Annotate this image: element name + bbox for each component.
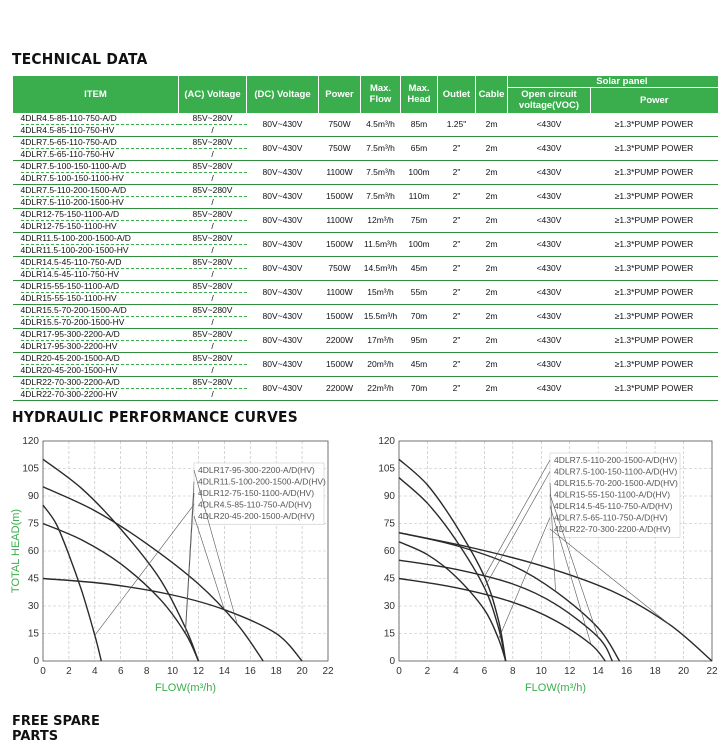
x-tick-label: 18 [270, 666, 282, 677]
performance-curve-3 [43, 505, 101, 661]
cell-power: 2200W [319, 328, 361, 352]
x-tick-label: 6 [117, 666, 124, 677]
cell-panel: ≥1.3*PUMP POWER [591, 376, 718, 400]
cell-head: 75m [401, 208, 438, 232]
table-row [13, 136, 718, 160]
cell-power: 1500W [319, 352, 361, 376]
cell-ac-voltage [179, 136, 247, 160]
header-cable: Cable [476, 76, 508, 113]
item-hv: 4DLR22-70-300-2200-HV [20, 388, 118, 399]
technical-data-body [13, 113, 718, 401]
x-tick-label: 4 [453, 666, 459, 677]
x-tick-label: 22 [322, 666, 334, 677]
x-tick-label: 10 [535, 666, 547, 677]
cell-panel: ≥1.3*PUMP POWER [591, 328, 718, 352]
item-hv: 4DLR17-95-300-2200-HV [20, 340, 118, 351]
legend-entry: 4DLR11.5-100-200-1500-A/D(HV) [198, 476, 326, 487]
item-ad: 4DLR7.5-65-110-750-A/D [21, 137, 179, 149]
ac-voltage-hv: / [211, 220, 214, 231]
technical-data-table [12, 76, 718, 401]
ac-voltage-hv: / [211, 340, 214, 351]
cell-outlet: 2" [438, 256, 476, 280]
cell-item [13, 256, 179, 280]
cell-ac-voltage [179, 113, 247, 137]
cell-head: 45m [401, 256, 438, 280]
header-ac-voltage: (AC) Voltage [179, 76, 247, 113]
cell-power: 1100W [319, 208, 361, 232]
cell-flow: 22m³/h [361, 376, 401, 400]
cell-dc: 80V~430V [247, 304, 319, 328]
cell-cable: 2m [476, 328, 508, 352]
x-tick-label: 14 [218, 666, 230, 677]
item-ad: 4DLR11.5-100-200-1500-A/D [21, 233, 179, 245]
x-tick-label: 22 [706, 666, 718, 677]
cell-voc: <430V [508, 184, 591, 208]
ac-voltage-value: 85V~280V [179, 137, 247, 149]
cell-panel: ≥1.3*PUMP POWER [591, 208, 718, 232]
spare-parts-title-cut: FREE SPARE PARTS [12, 714, 100, 744]
ac-voltage-hv: / [211, 148, 214, 159]
x-tick-label: 12 [564, 666, 576, 677]
item-ad: 4DLR7.5-110-200-1500-A/D [21, 185, 179, 197]
table-row [13, 208, 718, 232]
header-power: Power [319, 76, 361, 113]
cell-outlet: 2" [438, 232, 476, 256]
cell-voc: <430V [508, 352, 591, 376]
cell-cable: 2m [476, 232, 508, 256]
cell-voc: <430V [508, 328, 591, 352]
cell-outlet: 2" [438, 184, 476, 208]
ac-voltage-hv: / [211, 196, 214, 207]
x-tick-label: 16 [621, 666, 633, 677]
item-hv: 4DLR15-55-150-1100-HV [20, 292, 117, 303]
cell-flow: 12m³/h [361, 208, 401, 232]
cell-power: 750W [319, 256, 361, 280]
y-tick-label: 45 [383, 573, 395, 585]
cell-head: 100m [401, 232, 438, 256]
cell-dc: 80V~430V [247, 328, 319, 352]
y-tick-label: 90 [383, 491, 395, 502]
item-ad: 4DLR17-95-300-2200-A/D [21, 329, 179, 341]
item-hv: 4DLR7.5-65-110-750-HV [20, 148, 115, 159]
legend-entry: 4DLR7.5-65-110-750-A/D(HV) [554, 512, 668, 523]
cell-outlet: 2" [438, 280, 476, 304]
table-row [13, 328, 718, 352]
cell-power: 1500W [319, 304, 361, 328]
ac-voltage-value: 85V~280V [179, 257, 247, 269]
y-tick-label: 90 [27, 491, 39, 502]
cell-dc: 80V~430V [247, 376, 319, 400]
cell-head: 70m [401, 304, 438, 328]
cell-panel: ≥1.3*PUMP POWER [591, 136, 718, 160]
ac-voltage-hv: / [211, 268, 214, 279]
cell-item [13, 136, 179, 160]
cell-voc: <430V [508, 232, 591, 256]
cell-item [13, 328, 179, 352]
cell-head: 85m [401, 113, 438, 137]
y-tick-label: 15 [27, 628, 39, 640]
cell-head: 100m [401, 160, 438, 184]
hydraulic-curves-title: HYDRAULIC PERFORMANCE CURVES [12, 408, 298, 426]
cell-flow: 17m³/h [361, 328, 401, 352]
cell-outlet: 2" [438, 304, 476, 328]
legend-leader-line [550, 529, 669, 624]
y-tick-label: 0 [389, 656, 395, 667]
cell-voc: <430V [508, 113, 591, 137]
x-tick-label: 16 [244, 666, 256, 677]
legend-entry: 4DLR15.5-70-200-1500-A/D(HV) [554, 478, 678, 488]
ac-voltage-value: 85V~280V [179, 377, 247, 389]
technical-data-table-wrap [12, 76, 717, 401]
table-row [13, 280, 718, 304]
cell-panel: ≥1.3*PUMP POWER [591, 304, 718, 328]
item-hv: 4DLR7.5-100-150-1100-HV [20, 172, 124, 183]
x-tick-label: 8 [510, 666, 516, 677]
cell-voc: <430V [508, 136, 591, 160]
x-tick-label: 4 [92, 666, 98, 677]
cell-flow: 15.5m³/h [361, 304, 401, 328]
cell-cable: 2m [476, 136, 508, 160]
cell-outlet: 2" [438, 136, 476, 160]
legend-entry: 4DLR4.5-85-110-750-A/D(HV) [198, 499, 312, 510]
ac-voltage-hv: / [211, 364, 214, 375]
cell-dc: 80V~430V [247, 280, 319, 304]
cell-panel: ≥1.3*PUMP POWER [591, 113, 718, 137]
ac-voltage-hv: / [211, 388, 214, 399]
y-tick-label: 75 [27, 518, 39, 530]
cell-item [13, 208, 179, 232]
cell-flow: 7.5m³/h [361, 184, 401, 208]
hydraulic-chart-left [0, 428, 362, 696]
cell-flow: 7.5m³/h [361, 136, 401, 160]
cell-outlet: 2" [438, 352, 476, 376]
cell-cable: 2m [476, 208, 508, 232]
legend-entry: 4DLR12-75-150-1100-A/D(HV) [198, 488, 315, 498]
cell-ac-voltage [179, 304, 247, 328]
x-tick-label: 20 [677, 666, 690, 677]
header-open-circuit: Open circuit voltage(VOC) [508, 88, 591, 113]
cell-outlet: 2" [438, 376, 476, 400]
item-hv: 4DLR4.5-85-110-750-HV [20, 124, 115, 135]
x-axis-title: FLOW(m³/h) [524, 682, 587, 694]
cell-cable: 2m [476, 376, 508, 400]
table-row [13, 160, 718, 184]
cell-panel: ≥1.3*PUMP POWER [591, 160, 718, 184]
ac-voltage-value: 85V~280V [179, 329, 247, 341]
cell-ac-voltage [179, 280, 247, 304]
cell-ac-voltage [179, 184, 247, 208]
x-axis-title: FLOW(m³/h) [154, 682, 217, 694]
header-item: ITEM [13, 76, 179, 113]
cell-item [13, 376, 179, 400]
ac-voltage-value: 85V~280V [179, 185, 247, 197]
item-ad: 4DLR12-75-150-1100-A/D [21, 209, 179, 221]
cell-outlet: 2" [438, 208, 476, 232]
x-tick-label: 8 [143, 666, 150, 677]
cell-dc: 80V~430V [247, 113, 319, 137]
cell-power: 750W [319, 113, 361, 137]
cell-head: 55m [401, 280, 438, 304]
y-tick-label: 30 [383, 601, 395, 612]
item-hv: 4DLR12-75-150-1100-HV [20, 220, 117, 231]
cell-ac-voltage [179, 328, 247, 352]
performance-curve-6 [399, 533, 712, 661]
header-panel-power: Power [591, 88, 718, 113]
table-row [13, 113, 718, 137]
ac-voltage-value: 85V~280V [179, 281, 247, 293]
table-row [13, 256, 718, 280]
y-tick-label: 120 [378, 436, 395, 447]
y-tick-label: 0 [33, 656, 39, 667]
legend-entry: 4DLR17-95-300-2200-A/D(HV) [198, 465, 315, 475]
cell-cable: 2m [476, 113, 508, 137]
ac-voltage-value: 85V~280V [179, 113, 247, 125]
x-tick-label: 18 [649, 666, 661, 677]
x-tick-label: 2 [424, 666, 431, 677]
ac-voltage-value: 85V~280V [179, 353, 247, 365]
cell-item [13, 352, 179, 376]
cell-flow: 14.5m³/h [361, 256, 401, 280]
x-tick-label: 6 [481, 666, 488, 677]
x-tick-label: 0 [396, 666, 402, 677]
cell-dc: 80V~430V [247, 184, 319, 208]
hydraulic-chart-right [366, 428, 728, 696]
ac-voltage-value: 85V~280V [179, 161, 247, 173]
cell-dc: 80V~430V [247, 352, 319, 376]
item-ad: 4DLR20-45-200-1500-A/D [21, 353, 179, 365]
table-row [13, 184, 718, 208]
cell-panel: ≥1.3*PUMP POWER [591, 352, 718, 376]
x-tick-label: 14 [592, 666, 604, 677]
y-tick-label: 120 [22, 436, 39, 447]
cell-panel: ≥1.3*PUMP POWER [591, 232, 718, 256]
cell-power: 1100W [319, 280, 361, 304]
cell-item [13, 304, 179, 328]
cell-flow: 15m³/h [361, 280, 401, 304]
cell-ac-voltage [179, 352, 247, 376]
table-row [13, 304, 718, 328]
cell-voc: <430V [508, 160, 591, 184]
cell-power: 1500W [319, 232, 361, 256]
x-tick-label: 2 [66, 666, 72, 677]
performance-curve-1 [43, 459, 199, 661]
cell-flow: 7.5m³/h [361, 160, 401, 184]
y-axis-title: TOTAL HEAD(m) [10, 508, 22, 594]
cell-power: 2200W [319, 376, 361, 400]
ac-voltage-hv: / [211, 124, 214, 135]
item-ad: 4DLR4.5-85-110-750-A/D [21, 113, 179, 125]
cell-power: 1100W [319, 160, 361, 184]
ac-voltage-hv: / [211, 292, 214, 303]
cell-ac-voltage [179, 256, 247, 280]
y-tick-label: 45 [27, 573, 39, 585]
cell-voc: <430V [508, 304, 591, 328]
cell-panel: ≥1.3*PUMP POWER [591, 184, 718, 208]
item-hv: 4DLR20-45-200-1500-HV [20, 364, 118, 375]
cell-cable: 2m [476, 280, 508, 304]
cell-ac-voltage [179, 232, 247, 256]
cell-head: 110m [401, 184, 438, 208]
x-tick-label: 12 [192, 666, 205, 677]
item-ad: 4DLR7.5-100-150-1100-A/D [21, 161, 179, 173]
legend-leader-line [484, 472, 550, 588]
cell-power: 1500W [319, 184, 361, 208]
y-tick-label: 60 [27, 546, 39, 557]
table-row [13, 352, 718, 376]
item-hv: 4DLR14.5-45-110-750-HV [20, 268, 120, 279]
cell-outlet: 2" [438, 328, 476, 352]
header-dc-voltage: (DC) Voltage [247, 76, 319, 113]
cell-ac-voltage [179, 208, 247, 232]
cell-dc: 80V~430V [247, 256, 319, 280]
legend-entry: 4DLR22-70-300-2200-A/D(HV) [554, 524, 671, 534]
header-max-flow: Max. Flow [361, 76, 401, 113]
item-ad: 4DLR15.5-70-200-1500-A/D [21, 305, 179, 317]
cell-head: 95m [401, 328, 438, 352]
cell-panel: ≥1.3*PUMP POWER [591, 256, 718, 280]
y-tick-label: 105 [22, 463, 39, 475]
item-ad: 4DLR22-70-300-2200-A/D [21, 377, 179, 389]
header-max-head: Max. Head [401, 76, 438, 113]
cell-cable: 2m [476, 352, 508, 376]
technical-data-title: TECHNICAL DATA [12, 50, 148, 68]
y-tick-label: 75 [383, 518, 395, 530]
cell-power: 750W [319, 136, 361, 160]
cell-dc: 80V~430V [247, 232, 319, 256]
y-tick-label: 30 [27, 601, 39, 612]
cell-cable: 2m [476, 304, 508, 328]
cell-head: 65m [401, 136, 438, 160]
cell-voc: <430V [508, 256, 591, 280]
cell-outlet: 2" [438, 160, 476, 184]
cell-dc: 80V~430V [247, 208, 319, 232]
header-solar-panel: Solar panel [508, 76, 718, 88]
cell-head: 45m [401, 352, 438, 376]
x-tick-label: 20 [296, 666, 308, 677]
cell-item [13, 160, 179, 184]
cell-head: 70m [401, 376, 438, 400]
x-tick-label: 0 [40, 666, 46, 677]
item-hv: 4DLR11.5-100-200-1500-HV [20, 244, 129, 255]
legend-entry: 4DLR7.5-110-200-1500-A/D(HV) [554, 455, 678, 465]
header-outlet: Outlet [438, 76, 476, 113]
cell-voc: <430V [508, 376, 591, 400]
cell-item [13, 232, 179, 256]
cell-voc: <430V [508, 280, 591, 304]
y-tick-label: 105 [378, 463, 395, 475]
cell-dc: 80V~430V [247, 136, 319, 160]
performance-curve-0 [399, 459, 506, 661]
table-row [13, 232, 718, 256]
item-ad: 4DLR15-55-150-1100-A/D [21, 281, 179, 293]
cell-dc: 80V~430V [247, 160, 319, 184]
cell-outlet: 1.25" [438, 113, 476, 137]
cell-flow: 11.5m³/h [361, 232, 401, 256]
cell-ac-voltage [179, 160, 247, 184]
cell-flow: 4.5m³/h [361, 113, 401, 137]
table-row [13, 376, 718, 400]
cell-item [13, 280, 179, 304]
ac-voltage-hv: / [211, 244, 214, 255]
cell-cable: 2m [476, 160, 508, 184]
item-ad: 4DLR14.5-45-110-750-A/D [21, 257, 179, 269]
cell-item [13, 113, 179, 137]
cell-cable: 2m [476, 184, 508, 208]
legend-entry: 4DLR15-55-150-1100-A/D(HV) [554, 489, 671, 500]
ac-voltage-value: 85V~280V [179, 209, 247, 221]
ac-voltage-value: 85V~280V [179, 305, 247, 317]
legend-entry: 4DLR14.5-45-110-750-A/D(HV) [554, 501, 673, 511]
y-tick-label: 15 [383, 628, 395, 640]
cell-item [13, 184, 179, 208]
item-hv: 4DLR7.5-110-200-1500-HV [20, 196, 124, 207]
x-tick-label: 10 [166, 666, 179, 677]
cell-voc: <430V [508, 208, 591, 232]
ac-voltage-hv: / [211, 316, 214, 327]
cell-panel: ≥1.3*PUMP POWER [591, 280, 718, 304]
cell-ac-voltage [179, 376, 247, 400]
ac-voltage-hv: / [211, 172, 214, 183]
cell-cable: 2m [476, 256, 508, 280]
legend-entry: 4DLR7.5-100-150-1100-A/D(HV) [554, 466, 678, 477]
ac-voltage-value: 85V~280V [179, 233, 247, 245]
performance-curve-2 [399, 533, 620, 661]
item-hv: 4DLR15.5-70-200-1500-HV [20, 316, 125, 327]
legend-entry: 4DLR20-45-200-1500-A/D(HV) [198, 511, 315, 521]
cell-flow: 20m³/h [361, 352, 401, 376]
y-tick-label: 60 [383, 546, 395, 557]
